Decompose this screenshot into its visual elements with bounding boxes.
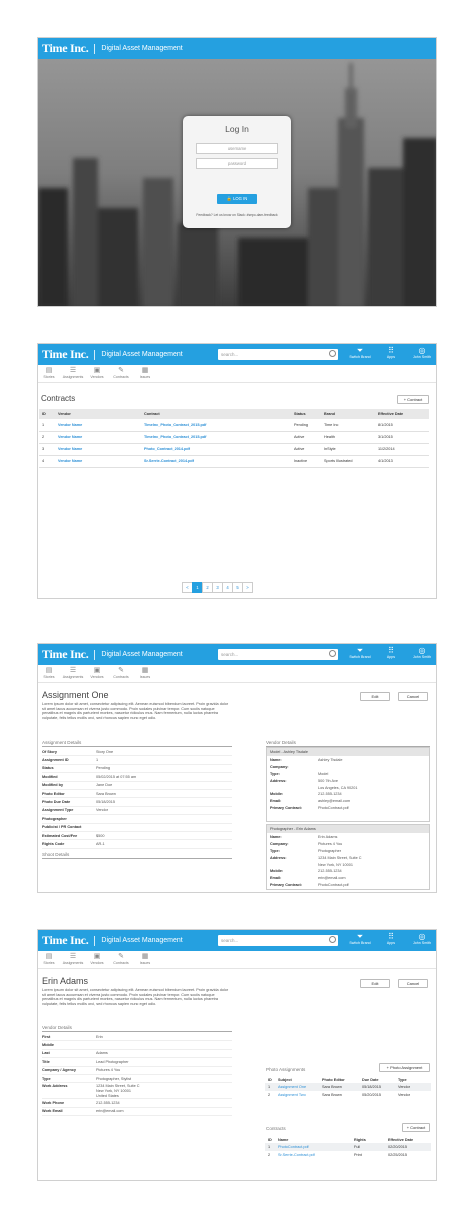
search-input[interactable] [218,935,338,946]
col-vendor: Vendor [55,409,141,419]
filter-icon: ⏷ [356,346,364,355]
nav-contracts[interactable]: ✎ Contracts [110,953,132,965]
search-input[interactable] [218,349,338,360]
nav-assignments[interactable]: ☰ Assignments [62,667,84,679]
detail-row: Rights Code AR-1 [42,840,232,848]
detail-row: Modified 05/02/2015 at 07:55 am [42,773,232,781]
vendor-card-photographer: Photographer - Erin Adams Name: Erin Adams Company: Pictures 4 You Type: Photographer Address: 1234 Main Street, Suite C New York, NY 10001 Mobile: 212-555-1234 Email: erin@email.com Primary Contract: PhotoContract.pdf [266,824,430,890]
nav-stories[interactable]: ▤ Stories [38,667,60,679]
detail-row: Modified by Jane Doe [42,782,232,790]
contracts-icon: ✎ [118,953,124,960]
page-3[interactable]: 3 [212,582,223,593]
apps-menu[interactable]: ⠿ Apps [378,932,404,945]
nav-vendors[interactable]: ▣ Vendors [86,367,108,379]
detail-row: Assignment ID 1 [42,756,232,764]
header-divider [94,650,95,660]
login-title: Log In [225,124,249,134]
vendors-icon: ▣ [93,367,101,374]
detail-row: Work Address 1234 Main Street, Suite C [42,1083,140,1088]
add-contract-button[interactable]: + Contract [397,395,429,404]
cancel-button[interactable]: Cancel [398,692,428,701]
app-header [38,344,436,365]
vendor-details-heading: Vendor Details [266,740,430,747]
table-header-row: ID Subject Photo Editor Due Date Type [265,1076,431,1083]
vendor-link[interactable]: Vendor Name [58,435,83,439]
detail-row: Estimated Cost/Fee $500 [42,832,232,840]
vendor-name-link[interactable]: Ashley Tisdale [318,758,343,763]
issues-icon: ▦ [141,953,149,960]
contracts-heading: Contracts [266,1126,286,1131]
detail-row: New York, NY 10001 [96,1088,131,1093]
app-header [38,930,436,951]
app-header [38,644,436,665]
page-4[interactable]: 4 [222,582,233,593]
detail-row: Type Photographer, Stylist [42,1075,232,1083]
nav-vendors[interactable]: ▣ Vendors [86,667,108,679]
detail-row: Photo Editor Sara Brown [42,790,232,798]
lock-icon: 🔒 [226,196,234,201]
table-row[interactable]: 3 Vendor Name Photo_Contract_2014.pdf Active InStyle 11/2/2014 [39,443,429,455]
username-input[interactable]: username [196,143,278,154]
cancel-button[interactable]: Cancel [398,979,428,988]
apps-grid-icon: ⠿ [388,932,394,941]
user-menu[interactable]: ◎ John Smith [409,932,435,945]
apps-grid-icon: ⠿ [388,646,394,655]
photo-editor-link[interactable]: Sara Brown [96,791,116,796]
pagination [183,582,253,593]
app-title: Digital Asset Management [101,351,183,358]
login-button-label: LOG IN [233,196,248,201]
nav-assignments[interactable]: ☰ Assignments [62,953,84,965]
login-card [183,116,291,228]
password-input[interactable]: password [196,158,278,169]
edit-button[interactable]: Edit [360,979,390,988]
shoot-details-heading: Shoot Details [42,852,232,859]
page-title: Assignment One [42,690,109,700]
nav-vendors[interactable]: ▣ Vendors [86,953,108,965]
detail-row: Photographer [42,815,232,823]
section-nav [38,665,436,683]
vendor-contracts-table [265,1136,431,1159]
col-contract: Contract [141,409,291,419]
apps-grid-icon: ⠿ [388,346,394,355]
search-icon [329,350,336,357]
nav-issues[interactable]: ▦ Issues [134,367,156,379]
login-screen [37,37,437,307]
contract-link[interactable]: Sr.Serrie-Contract_2014.pdf [144,459,195,463]
detail-row: United States [42,1093,232,1099]
primary-contract-link[interactable]: PhotoContract.pdf [318,805,349,810]
page-prev[interactable]: < [182,582,193,593]
photo-assignments-table [265,1076,431,1099]
add-contract-button[interactable]: + Contract [402,1123,430,1132]
switch-brand-menu[interactable]: ⏷ Switch Brand [347,932,373,945]
contract-link[interactable]: TimeInc_Photo_Contract_2015.pdf [144,422,207,427]
search-icon [329,936,336,943]
brand-logo: Time Inc. [42,933,89,947]
search-input[interactable] [218,649,338,660]
nav-stories[interactable]: ▤ Stories [38,953,60,965]
issues-icon: ▦ [141,367,149,374]
page-title: Contracts [41,394,76,403]
app-title: Digital Asset Management [101,651,183,658]
vendor-details-heading: Vendor Details [42,1025,232,1032]
user-label: John Smith [413,355,431,359]
detail-row: Company / Agency Pictures 4 You [42,1067,232,1075]
vendor-card-model: Model - Ashley Tisdale Name: Ashley Tisdale Company: Type: Model Address: 500 7th Ave Los Angeles, CA 90201 Mobile: 212-555-1234 Email: ashley@email.com Primary Contract: PhotoContract.pdf [266,747,430,822]
page-2[interactable]: 2 [202,582,213,593]
header-divider [94,936,95,946]
page-1[interactable]: 1 [192,582,203,593]
user-menu[interactable] [409,346,435,359]
filter-icon: ⏷ [356,646,364,655]
detail-row: First Erin [42,1033,232,1041]
page-title: Erin Adams [42,976,89,986]
photo-assignments-heading: Photo Assignments [266,1067,306,1072]
stories-icon: ▤ [45,953,53,960]
app-title: Digital Asset Management [101,45,183,52]
vendor-name-link[interactable]: Erin Adams [318,835,338,840]
vendor-details [42,1033,232,1116]
user-icon: ◎ [418,346,426,355]
table-row[interactable]: 2 Vendor Name TimeInc_Photo_Contract_2015.pdf Active Health 3/1/2015 [39,431,429,443]
vendor-screen [37,929,437,1181]
brand-logo: Time Inc. [42,647,89,661]
switch-brand-menu[interactable] [347,346,373,359]
contracts-icon: ✎ [118,367,124,374]
page-next[interactable]: > [242,582,253,593]
vendors-icon: ▣ [93,953,101,960]
apps-menu[interactable]: ⠿ Apps [378,646,404,659]
vendor-link[interactable]: Vendor Name [58,422,83,427]
table-row[interactable]: 4 Vendor Name Sr.Serrie-Contract_2014.pdf Inactive Sports Illustrated 4/1/2013 [39,455,429,467]
contracts-screen [37,343,437,599]
vendor-card-title: Photographer - Erin Adams [267,825,429,833]
detail-row: Title Lead Photographer [42,1058,232,1066]
table-header-row: ID Name Rights Effective Date [265,1136,431,1143]
feedback-text: Feedback? Let us know on Slack: #sepo-dam-feedback [196,213,278,217]
detail-row: Status Pending [42,765,232,773]
modified-by-link[interactable]: Jane Doe [96,783,113,788]
search-icon [329,650,336,657]
detail-row: Last Adams [42,1050,232,1058]
detail-row: Work Email erin@email.com [42,1108,232,1116]
table-row[interactable]: 2 Assignment Two Sara Brown 05/20/2015 Vendor [268,1093,411,1097]
brand-logo: Time Inc. [42,41,89,55]
user-icon: ◎ [418,646,426,655]
brand-logo: Time Inc. [42,347,89,361]
vendor-link[interactable]: Vendor Name [58,447,83,451]
description: Lorem ipsum dolor sit amet, consectetur adipiscing elit. Aenean euismod bibendum laoreet. Proin gravida dolor sit amet lacus accumsan et viverra justo commodo. Proin sodales pulvinar tempor. Cum sociis natoque penatibus et magnis dis parturient montes, nascetur ridiculus mus. Nam fermentum, nulla luctus pharetra vulputate, felis tellus mollis orci, sed rhoncus sapien nunc eget odio. [42,988,229,1006]
apps-menu[interactable] [378,346,404,359]
contract-link[interactable]: Photo_Contract_2014.pdf [144,447,190,451]
assignments-icon: ☰ [69,367,77,374]
app-header [38,38,436,59]
nav-issues[interactable]: ▦ Issues [134,667,156,679]
contract-link[interactable]: TimeInc_Photo_Contract_2015.pdf [144,435,207,439]
col-effective-date: Effective Date [375,409,429,419]
nav-issues[interactable]: ▦ Issues [134,953,156,965]
nav-contracts[interactable]: ✎ Contracts [110,667,132,679]
col-id: ID [39,409,55,419]
detail-row: Middle [42,1041,232,1049]
detail-row: Photo Due Date 05/18/2015 [42,798,232,806]
nav-stories[interactable]: ▤ Stories [38,367,60,379]
detail-row: Assignment Type Vendor [42,807,232,815]
search-placeholder: search... [221,652,239,657]
edit-button[interactable]: Edit [360,692,390,701]
section-nav [38,951,436,969]
table-row[interactable]: 2 Sr.Serrie-Contract.pdf Print 02/25/2015 [268,1153,408,1157]
search-placeholder: search... [221,938,239,943]
col-status: Status [291,409,321,419]
detail-row: Publicist / PR Contact [42,824,232,832]
search-placeholder: search... [221,352,239,357]
switch-brand-menu[interactable]: ⏷ Switch Brand [347,646,373,659]
primary-contract-link[interactable]: PhotoContract.pdf [318,882,349,887]
login-button[interactable] [217,194,257,204]
app-title: Digital Asset Management [101,937,183,944]
table-row[interactable]: 1 PhotoContract.pdf Full 02/20/2015 [265,1143,431,1151]
assignments-icon: ☰ [69,953,77,960]
table-header-row [39,409,429,419]
story-link[interactable]: Story One [96,749,114,754]
vendor-card-title: Model - Ashley Tisdale [267,748,429,756]
detail-row: Work Phone 212-555-1234 [42,1099,232,1107]
assignment-details-heading: Assignment Details [42,740,232,747]
vendors-icon: ▣ [93,667,101,674]
col-brand: Brand [321,409,375,419]
contracts-table [39,409,429,468]
user-menu[interactable]: ◎ John Smith [409,646,435,659]
section-nav [38,365,436,383]
detail-row: Of Story Story One [42,748,232,756]
description: Lorem ipsum dolor sit amet, consectetur adipiscing elit. Aenean euismod bibendum laoreet. Proin gravida dolor sit amet lacus accumsan et viverra justo commodo. Proin sodales pulvinar tempor. Cum sociis natoque penatibus et magnis dis parturient montes, nascetur ridiculus mus. Nam fermentum, nulla luctus pharetra vulputate, felis tellus mollis orci, sed rhoncus sapien nunc eget odio. [42,702,229,720]
add-photo-assignment-button[interactable]: + Photo Assignment [379,1063,430,1072]
company-link[interactable]: Pictures 4 You [96,1068,121,1073]
table-row[interactable]: 1 Assignment One Sara Brown 05/18/2015 Vendor [265,1083,431,1091]
assignments-icon: ☰ [69,667,77,674]
contracts-icon: ✎ [118,667,124,674]
apps-label: Apps [386,355,396,359]
filter-icon: ⏷ [356,932,364,941]
assignment-details [42,748,232,849]
table-row[interactable]: 1 Vendor Name TimeInc_Photo_Contract_2015.pdf Pending Time Inc 8/1/2015 [39,419,429,431]
header-divider [94,44,95,54]
nav-contracts[interactable]: ✎ Contracts [110,367,132,379]
header-divider [94,350,95,360]
stories-icon: ▤ [45,667,53,674]
issues-icon: ▦ [141,667,149,674]
stories-icon: ▤ [45,367,53,374]
vendor-link[interactable]: Vendor Name [58,459,83,463]
user-icon: ◎ [418,932,426,941]
switch-brand-label: Switch Brand [349,355,371,359]
page-5[interactable]: 5 [232,582,243,593]
nav-assignments[interactable]: ☰ Assignments [62,367,84,379]
assignment-screen [37,643,437,893]
